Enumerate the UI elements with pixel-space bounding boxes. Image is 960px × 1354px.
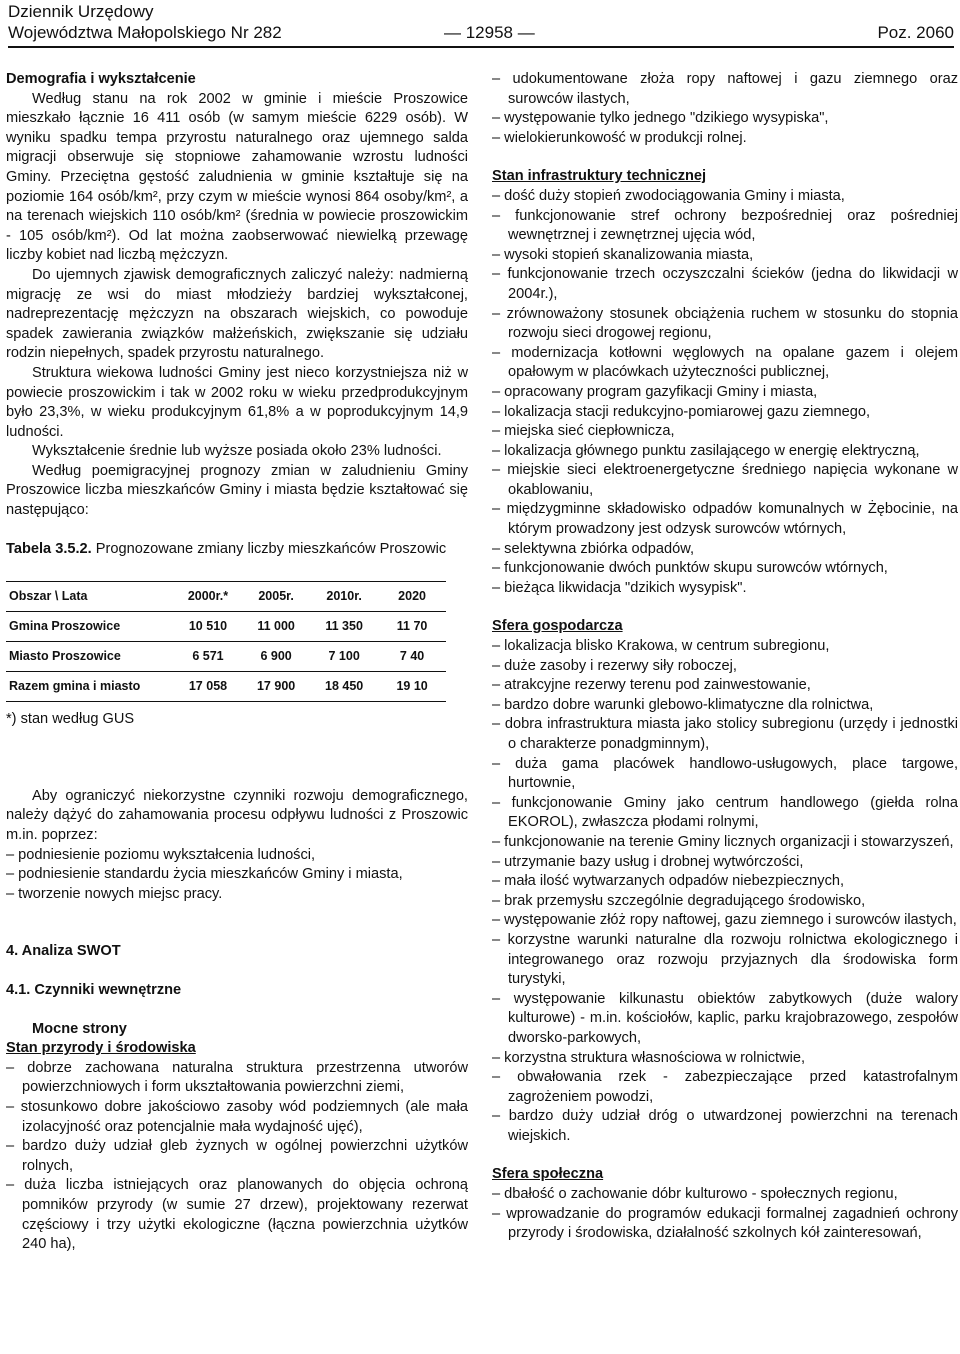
list-item: – duża gama placówek handlowo-usługowych, place targowe, hurtownie,	[492, 755, 958, 792]
list-item: – lokalizacja blisko Krakowa, w centrum subregionu,	[492, 638, 830, 655]
table-row	[6, 612, 446, 642]
table-cell: 19 10	[378, 672, 446, 702]
table-cell: 6 900	[242, 642, 310, 672]
paragraph: Aby ograniczyć niekorzystne czynniki rozwoju demograficznego, należy dążyć do zahamowania procesu odpływu ludności z Proszowic m.in. poprzez:	[6, 787, 468, 844]
table-cell: Gmina Proszowice	[6, 612, 174, 642]
list-item: – lokalizacja stacji redukcyjno-pomiarowej gazu ziemnego,	[492, 403, 870, 420]
list-item: – brak przemysłu szczególnie degradującego środowisko,	[492, 892, 866, 909]
list-item: – atrakcyjne rezerwy terenu pod zainwestowanie,	[492, 677, 811, 694]
list-item: – obwałowania rzek - zabezpieczające przed katastrofalnym zagrożeniem powodzi,	[492, 1069, 958, 1105]
list-item: – dbałość o zachowanie dóbr kulturowo - społecznych regionu,	[492, 1186, 898, 1203]
list-item: – funkcjonowanie dwóch punktów skupu surowców wtórnych,	[492, 560, 888, 577]
spacer	[492, 148, 958, 167]
journal-title: Dziennik Urzędowy	[8, 2, 154, 21]
list-item: – stosunkowo dobre jakościowo zasoby wód podziemnych (ale mała izolacyjność oraz potencjalnie mała wydajność ujęć),	[6, 1098, 468, 1135]
table-cell: 11 350	[310, 612, 378, 642]
list-item: – funkcjonowanie Gminy jako centrum handlowego (giełda rolna EKOROL), zwłaszcza płodami rolnymi,	[492, 794, 958, 831]
list-item: – bardzo duży udział dróg o utwardzonej powierzchni na terenach wiejskich.	[492, 1108, 958, 1144]
list-item: – bardzo duży udział gleb żyznych w ogólnej powierzchni użytków rolnych,	[6, 1138, 468, 1174]
table-cell: 7 100	[310, 642, 378, 672]
forecast-table-wrap	[6, 559, 446, 702]
table-cell: 6 571	[174, 642, 242, 672]
spacer	[6, 768, 468, 787]
table-cell: 18 450	[310, 672, 378, 702]
spacer	[492, 1146, 958, 1165]
list-item: – funkcjonowanie na terenie Gminy licznych organizacji i stowarzyszeń,	[492, 833, 954, 850]
position-number: Poz. 2060	[877, 23, 954, 42]
table-cell: Razem gmina i miasto	[6, 672, 174, 702]
list-item: – występowanie tylko jednego "dzikiego wysypiska",	[492, 110, 829, 127]
page-header	[8, 0, 954, 48]
spacer	[6, 730, 468, 768]
list-item: – korzystna struktura własnościowa w rolnictwie,	[492, 1049, 806, 1066]
paragraph: Według poemigracyjnej prognozy zmian w zaludnieniu Gminy Proszowice liczba mieszkańców Gminy i miasta będzie kształtować się następująco:	[6, 462, 468, 519]
header-rule	[8, 46, 954, 48]
demography-heading: Demografia i wykształcenie	[6, 71, 196, 87]
nature-heading: Stan przyrody i środowiska	[6, 1040, 196, 1057]
table-header-cell: Obszar \ Lata	[6, 582, 174, 612]
list-item: – podniesienie standardu życia mieszkańców Gminy i miasta,	[6, 866, 403, 883]
forecast-table	[6, 581, 446, 702]
table-row	[6, 672, 446, 702]
list-item: – zrównoważony stosunek obciążenia ruchem w stosunku do stopnia rozwoju sieci drogowej regionu,	[492, 305, 958, 342]
list-item: – dobrze zachowana naturalna struktura przestrzenna utworów powierzchniowych i form ukształtowania powierzchni ziemi,	[6, 1059, 468, 1096]
table-cell: 17 900	[242, 672, 310, 702]
table-row	[6, 642, 446, 672]
list-item: – duże zasoby i rezerwy siły roboczej,	[492, 657, 737, 674]
paragraph: Struktura wiekowa ludności Gminy jest nieco korzystniejsza niż w powiecie proszowickim i tak w 2002 roku w wieku przedprodukcyjnym było 23,3%, w wieku produkcyjnym 61,8% a w poprodukcyjnym 14,9 ludności.	[6, 364, 468, 440]
table-header-cell: 2020	[378, 582, 446, 612]
list-item: – międzygminne składowisko odpadów komunalnych w Żębocinie, na którym prowadzony jest odzysk surowców wtórnych,	[492, 501, 958, 538]
paragraph: Według stanu na rok 2002 w gminie i mieście Proszowice mieszkało łącznie 16 411 osób (w samym mieście 6229 osób). W wyniku spadku tempa przyrostu naturalnego oraz ujemnego salda migracji obserwuje się stopniowe zahamowanie wzrostu ludności Gminy. Przeciętna gęstość zaludnienia w gminie kształtuje się na poziomie 164 osób/km², przy czym w mieście wynosi 864 osoby/km², a na terenach wiejskich 110 osób/km² (średnia w powiecie proszowickim - 105 osób/km²). Od lat można zaobserwować niewielką przewagę liczby kobiet nad liczbą mężczyzn.	[6, 90, 468, 264]
spacer	[6, 962, 468, 981]
paragraph: Wykształcenie średnie lub wyższe posiada około 23% ludności.	[32, 443, 442, 460]
list-item: – funkcjonowanie trzech oczyszczalni ścieków (jedna do likwidacji w 2004r.),	[492, 266, 958, 302]
list-item: – miejskie sieci elektroenergetyczne średniego napięcia wykonane w okablowaniu,	[492, 462, 958, 498]
page-number: — 12958 —	[444, 23, 535, 42]
table-header-cell: 2005r.	[242, 582, 310, 612]
table-caption	[6, 540, 468, 560]
list-item: – opracowany program gazyfikacji Gminy i miasta,	[492, 383, 818, 400]
list-item: – tworzenie nowych miejsc pracy.	[6, 885, 223, 902]
spacer	[6, 904, 468, 942]
table-caption-number: Tabela 3.5.2.	[6, 540, 92, 557]
spacer	[6, 1001, 468, 1020]
list-item: – występowanie złóż ropy naftowej, gazu ziemnego i surowców ilastych,	[492, 912, 957, 929]
list-item: – utrzymanie bazy usług i drobnej wytwórczości,	[492, 853, 804, 870]
right-column	[492, 70, 958, 1244]
list-item: – modernizacja kotłowni węglowych na opalane gazem i olejem opałowym w placówkach użyteczności publicznej,	[492, 344, 958, 381]
list-item: – bardzo dobre warunki glebowo-klimatyczne dla rolnictwa,	[492, 696, 874, 713]
list-item: – korzystne warunki naturalne dla rozwoju rolnictwa ekologicznego i integrowanego oraz rozwoju przyjaznych dla środowiska form turystyki,	[492, 931, 958, 988]
list-item: – duża liczba istniejących oraz planowanych do objęcia ochroną pomników przyrody (w sumie 27 drzew), projektowany rezerwat częściowy i trzy użytki ekologiczne (łączna powierzchnia użytków 240 ha),	[6, 1177, 468, 1253]
social-heading: Sfera społeczna	[492, 1166, 604, 1183]
list-item: – lokalizacja głównego punktu zasilającego w energię elektryczną,	[492, 442, 920, 459]
swot-heading: 4. Analiza SWOT	[6, 943, 121, 960]
spacer	[492, 598, 958, 617]
table-caption-text: Prognozowane zmiany liczby mieszkańców Proszowic	[91, 540, 447, 557]
list-item: – wielokierunkowość w produkcji rolnej.	[492, 129, 747, 146]
list-item: – bieżąca likwidacja "dzikich wysypisk".	[492, 579, 747, 596]
table-cell: Miasto Proszowice	[6, 642, 174, 672]
left-column	[6, 70, 468, 1255]
table-cell: 11 000	[242, 612, 310, 642]
infrastructure-heading: Stan infrastruktury technicznej	[492, 168, 707, 185]
spacer	[6, 521, 468, 540]
paragraph: Do ujemnych zjawisk demograficznych zaliczyć należy: nadmierną migrację ze wsi do miast młodzieży bardziej wykształconej, nadreprezentację mężczyzn na obszarach wiejskich, co powoduje spadek zawierania związków małżeńskich, zwiększanie się udziału rodzin niepełnych, spadek przyrostu naturalnego.	[6, 266, 468, 362]
list-item: – selektywna zbiórka odpadów,	[492, 540, 695, 557]
table-cell: 17 058	[174, 672, 242, 702]
list-item: – występowanie kilkunastu obiektów zabytkowych (duże walory kulturowe) - m.in. kościołów, kaplic, parku krajobrazowego, zespołów dworsko-parkowych,	[492, 990, 958, 1046]
table-cell: 11 70	[378, 612, 446, 642]
list-item: – funkcjonowanie stref ochrony bezpośredniej oraz pośredniej wewnętrznej i zewnętrznej ujęcia wód,	[492, 207, 958, 244]
table-header-row	[6, 582, 446, 612]
table-header-cell: 2000r.*	[174, 582, 242, 612]
table-note: *) stan według GUS	[6, 711, 135, 728]
list-item: – dobra infrastruktura miasta jako stolicy subregionu (urzędy i jednostki o charakterze ponadgminnym),	[492, 716, 958, 752]
list-item: – mała ilość wytwarzanych odpadów niebezpiecznych,	[492, 873, 845, 890]
list-item: – udokumentowane złoża ropy naftowej i gazu ziemnego oraz surowców ilastych,	[492, 71, 958, 107]
list-item: – dość duży stopień zwodociągowania Gminy i miasta,	[492, 187, 845, 204]
table-header-cell: 2010r.	[310, 582, 378, 612]
economy-heading: Sfera gospodarcza	[492, 618, 623, 635]
list-item: – wysoki stopień skanalizowania miasta,	[492, 246, 754, 263]
list-item: – wprowadzanie do programów edukacji formalnej zagadnień ochrony przyrody i środowiska, działalność szkolnych kół zainteresowań,	[492, 1205, 958, 1242]
strengths-heading: Mocne strony	[32, 1020, 127, 1037]
table-cell: 10 510	[174, 612, 242, 642]
journal-subtitle: Województwa Małopolskiego Nr 282	[8, 23, 282, 42]
list-item: – podniesienie poziomu wykształcenia ludności,	[6, 846, 316, 863]
internal-factors-heading: 4.1. Czynniki wewnętrzne	[6, 982, 182, 998]
table-cell: 7 40	[378, 642, 446, 672]
list-item: – miejska sieć ciepłownicza,	[492, 423, 675, 440]
